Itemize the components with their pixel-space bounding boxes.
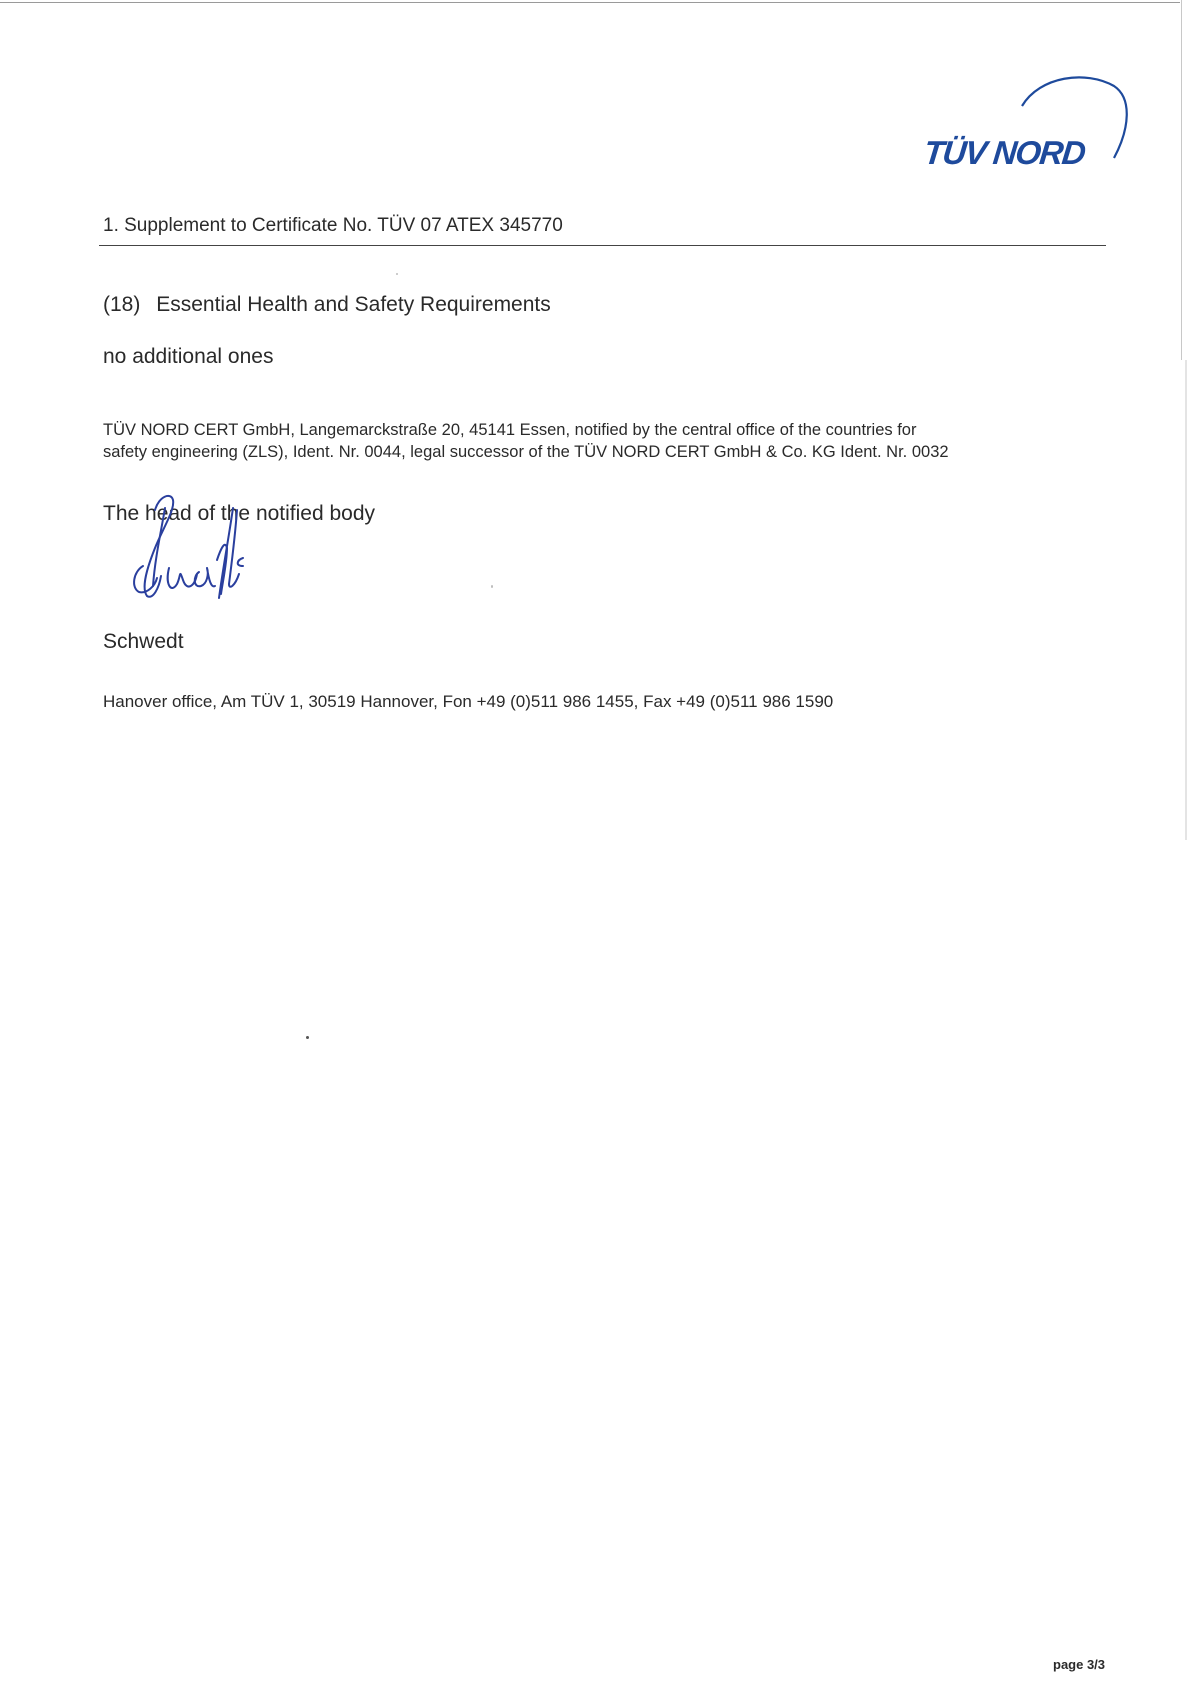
header-rule [99,245,1106,246]
scan-speck [306,1036,309,1039]
notified-body-notice [103,419,1103,463]
section-heading [103,293,551,317]
signer-name: Schwedt [103,630,184,653]
notice-line-2: safety engineering (ZLS), Ident. Nr. 0044, legal successor of the TÜV NORD CERT GmbH & Co. KG Ident. Nr. 0032 [103,443,949,461]
signature-label: The head of the notified body [103,502,376,525]
handwritten-signature [125,488,275,618]
section-number: (18) [103,293,141,316]
office-address: Hanover office, Am TÜV 1, 30519 Hannover, Fon +49 (0)511 986 1455, Fax +49 (0)511 986 1590 [103,692,834,711]
scan-speck [396,273,398,275]
scan-right-edge [1181,0,1182,360]
scan-top-edge [0,2,1180,3]
tuv-nord-logo [918,74,1134,174]
section-content: no additional ones [103,345,274,368]
logo-text: TÜV NORD [922,134,1087,171]
page-number: page 3/3 [1053,1657,1106,1672]
supplement-title: 1. Supplement to Certificate No. TÜV 07 ATEX 345770 [103,215,563,236]
scan-right-shadow [1185,360,1187,840]
notice-line-1: TÜV NORD CERT GmbH, Langemarckstraße 20, 45141 Essen, notified by the central office of the countries for [103,421,917,439]
scan-speck [491,585,493,588]
section-title: Essential Health and Safety Requirements [156,293,551,316]
